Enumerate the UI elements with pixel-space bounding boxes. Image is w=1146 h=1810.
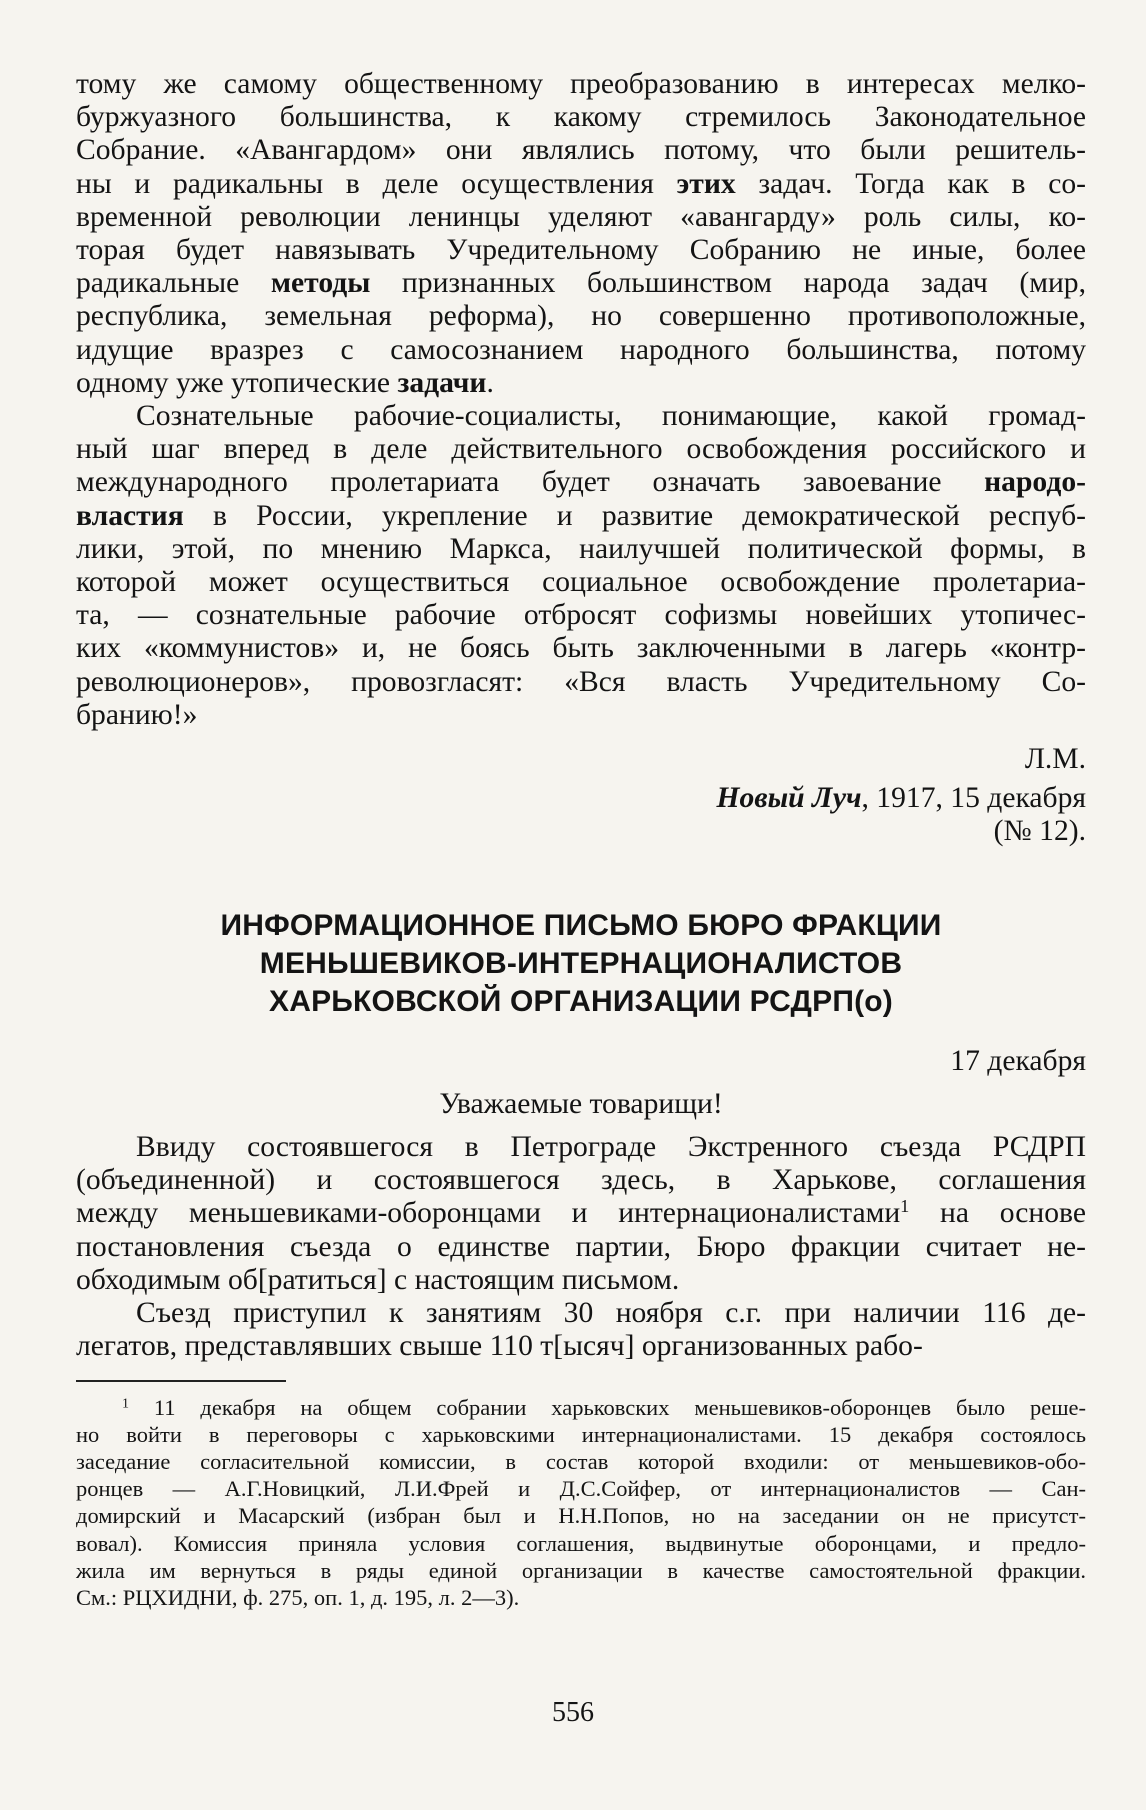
text-line: тому же самому общественному преобразованию в интересах мелко- — [76, 68, 1086, 100]
text-line — [76, 367, 1086, 400]
letter-paragraph-2 — [76, 1297, 1086, 1363]
text: домирский и Масарский (избран был и Н.Н.Попов, но на заседании он не присутст- — [76, 1503, 1086, 1529]
text: 11 декабря на общем собрании харьковских меньшевиков-оборонцев было реше- — [128, 1394, 1086, 1420]
text: между меньшевиками-оборонцами и интернационалистами — [76, 1197, 901, 1230]
title-line-2: МЕНЬШЕВИКОВ-ИНТЕРНАЦИОНАЛИСТОВ — [259, 946, 903, 980]
text-line — [76, 168, 1086, 201]
footnote-line — [76, 1394, 1086, 1421]
text-line — [76, 500, 1086, 533]
text: признанных большинством народа задач (мир, — [370, 267, 1087, 300]
text: заседание согласительной комиссии, в состав которой входили: от меньшевиков-обо- — [76, 1448, 1086, 1474]
footnote-line — [76, 1530, 1086, 1557]
text-line: легатов, представлявших свыше 110 т[ысяч] организованных рабо- — [76, 1330, 923, 1363]
emphasis: методы — [270, 267, 371, 300]
footnote-line — [76, 1475, 1086, 1502]
text: ронцев — А.Г.Новицкий, Л.И.Фрей и Д.С.Сойфер, от интернационалистов — Сан- — [76, 1476, 1086, 1502]
text-line: ный шаг вперед в деле действительного освобождения российского и — [76, 433, 1086, 466]
footnote-marker: 1 — [122, 1395, 129, 1411]
text-line: временной революции ленинцы уделяют «авангарду» роль силы, ко- — [76, 200, 1086, 233]
title-line-3: ХАРЬКОВСКОЙ ОРГАНИЗАЦИИ РСДРП(о) — [269, 984, 893, 1018]
text: в России, укрепление и развитие демократической респуб- — [183, 499, 1086, 532]
greeting: Уважаемые товарищи! — [439, 1087, 723, 1120]
page-number: 556 — [552, 1697, 594, 1728]
source-issue: (№ 12). — [993, 815, 1086, 848]
footnote-line — [76, 1421, 1086, 1448]
text-line: ких «коммунистов» и, не боясь быть заключенными в лагерь «контр- — [76, 632, 1086, 665]
text-line — [76, 466, 1086, 499]
text-line: обходимым об[ратиться] с настоящим письмом. — [76, 1263, 680, 1296]
letter-title — [76, 907, 1086, 1021]
text-line: Сознательные рабочие-социалисты, понимающие, какой громад- — [136, 400, 1086, 433]
emphasis: задачи — [397, 366, 487, 399]
text: международного пролетариата будет означать завоевание — [76, 466, 985, 499]
source-title: Новый Луч — [716, 782, 862, 815]
text: радикальные — [76, 267, 271, 300]
text-line: республика, земельная реформа), но совершенно противоположные, — [76, 300, 1086, 333]
text-line — [76, 1197, 1086, 1230]
footnote-line — [76, 1557, 1086, 1584]
article1-paragraph-1 — [76, 68, 1086, 400]
text: на основе — [909, 1197, 1086, 1230]
text-line: лики, этой, по мнению Маркса, наилучшей политической формы, в — [76, 532, 1086, 565]
footnote-line — [76, 1448, 1086, 1475]
text-line: которой может осуществиться социальное освобождение пролетариа- — [76, 566, 1086, 599]
text-line: постановления съезда о единстве партии, Бюро фракции считает не- — [76, 1230, 1086, 1263]
footnote-ref: 1 — [900, 1196, 910, 1217]
text: ны и радикальны в деле осуществления — [76, 167, 677, 200]
text-line: буржуазного большинства, к какому стремилось Законодательное — [76, 101, 1086, 134]
text-line: революционеров», провозгласят: «Вся власть Учредительному Со- — [76, 665, 1086, 698]
text: но войти в переговоры с харьковскими интернационалистами. 15 декабря состоялось — [76, 1421, 1086, 1447]
text-line: та, — сознательные рабочие отбросят софизмы новейших утопичес- — [76, 599, 1086, 632]
letter-paragraph-1 — [76, 1131, 1086, 1297]
article1-paragraph-2 — [76, 400, 1086, 732]
signature: Л.М. — [1024, 743, 1086, 776]
text: жила им вернуться в ряды единой организации в качестве самостоятельной фракции. — [76, 1557, 1086, 1583]
title-line-1: ИНФОРМАЦИОННОЕ ПИСЬМО БЮРО ФРАКЦИИ — [220, 908, 942, 942]
source-date: , 1917, 15 декабря — [861, 782, 1086, 815]
text-line: (объединенной) и состоявшегося здесь, в Харькове, соглашения — [76, 1164, 1086, 1197]
source-line — [76, 782, 1086, 815]
text-line: торая будет навязывать Учредительному Собранию не иные, более — [76, 234, 1086, 267]
text-line — [76, 267, 1086, 300]
emphasis: народо- — [984, 466, 1086, 499]
text-line: бранию!» — [76, 698, 198, 731]
text-line: Собрание. «Авангардом» они являлись потому, что были решитель- — [76, 134, 1086, 167]
text-line: Съезд приступил к занятиям 30 ноября с.г. при наличии 116 де- — [136, 1297, 1086, 1330]
text: задач. Тогда как в со- — [735, 167, 1086, 200]
text-line: Ввиду состоявшегося в Петрограде Экстренного съезда РСДРП — [136, 1131, 1086, 1164]
text: вовал). Комиссия приняла условия соглашения, выдвинутые оборонцами, и предло- — [76, 1530, 1086, 1556]
text: . — [486, 366, 494, 399]
text: одному уже утопические — [76, 366, 398, 399]
emphasis: этих — [676, 167, 736, 200]
letter-date: 17 декабря — [950, 1044, 1086, 1077]
text-line: идущие вразрез с самосознанием народного большинства, потому — [76, 333, 1086, 366]
emphasis: властия — [76, 499, 184, 532]
text: См.: РЦХИДНИ, ф. 275, оп. 1, д. 195, л. 2—3). — [76, 1584, 520, 1610]
footnote — [76, 1394, 1086, 1612]
page — [76, 68, 1086, 1611]
footnote-line — [76, 1584, 1086, 1611]
footnote-line — [76, 1502, 1086, 1529]
